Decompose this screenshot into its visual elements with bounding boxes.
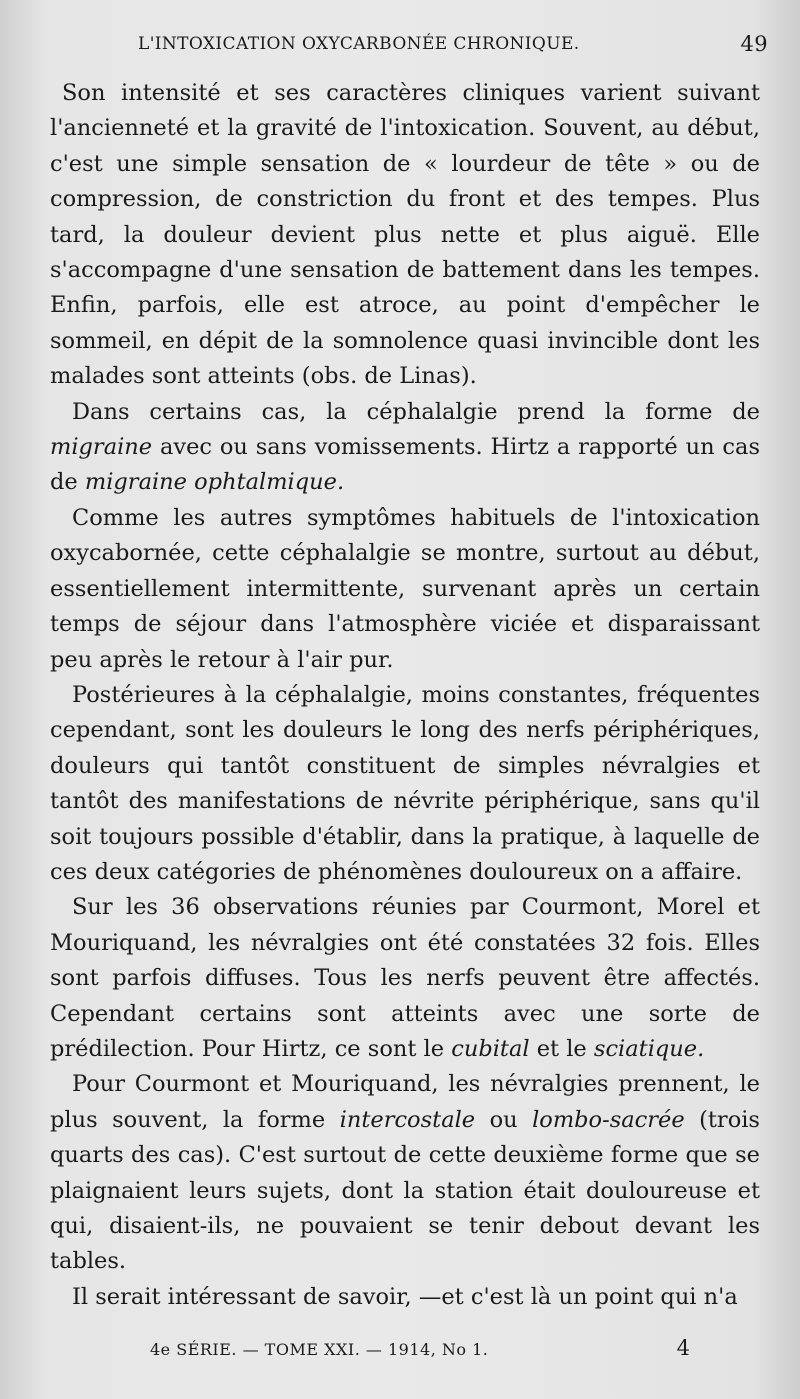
italic-term: lombo-sacrée: [532, 1106, 685, 1133]
text-run: ou: [475, 1106, 533, 1133]
page-number: 49: [740, 32, 768, 56]
text-run: Comme les autres symptômes habituels de l'intoxication oxycabornée, cette céphalalgie se montre, surtout au début, essentiellement intermittente, survenant après un certain temps de séjour dans l'atmosphère viciée et disparaissant peu après le retour à l'air pur.: [50, 504, 760, 673]
paragraph: [50, 890, 760, 1067]
text-run: Son intensité et ses caractères cliniques varient suivant l'ancienneté et la gravité de l'intoxication. Souvent, au début, c'est une simple sensation de « lourdeur de tête » ou de compression, de constriction du front et des tempes. Plus tard, la douleur devient plus nette et plus aiguë. Elle s'accompagne d'une sensation de battement dans les tempes. Enfin, parfois, elle est atroce, au point d'empêcher le sommeil, en dépit de la somnolence quasi invincible dont les malades sont atteints (obs. de Linas).: [50, 80, 760, 390]
italic-term: cubital: [451, 1035, 530, 1062]
body-text: [50, 76, 760, 1315]
text-run: (trois quarts des cas). C'est surtout de cette deuxième forme que se plaignaient leurs sujets, dont la station était douloureuse et qui, disaient-ils, ne pouvaient se tenir debout devant les tables.: [50, 1106, 760, 1275]
signature-mark: 4: [676, 1336, 690, 1360]
running-head: [138, 34, 768, 64]
paragraph: [50, 678, 760, 890]
text-run: et le: [529, 1035, 594, 1062]
paragraph: [50, 1067, 760, 1279]
text-run: Sur les 36 observations réunies par Courmont, Morel et Mouriquand, les névralgies ont été constatées 32 fois. Elles sont parfois diffuses. Tous les nerfs peuvent être affectés. Cependant certains sont atteints avec une sorte de prédilection. Pour Hirtz, ce sont le: [50, 894, 760, 1062]
text-run: Pour Courmont et Mouriquand, les névralgies prennent, le plus souvent, la forme: [50, 1071, 760, 1133]
italic-term: intercostale: [339, 1106, 476, 1133]
text-run: Dans certains cas, la céphalalgie prend la forme de: [72, 398, 760, 425]
page-footer: [150, 1338, 690, 1368]
running-title: L'INTOXICATION OXYCARBONÉE CHRONIQUE.: [138, 34, 580, 54]
series-line: 4e SÉRIE. — TOME XXI. — 1914, No 1.: [150, 1340, 489, 1359]
paragraph: [50, 501, 760, 678]
paragraph: [50, 1280, 760, 1315]
paragraph: [50, 395, 760, 501]
italic-term: migraine ophtalmique.: [84, 469, 345, 496]
text-run: Il serait intéressant de savoir, —et c'est là un point qui n'a: [72, 1283, 738, 1310]
text-run: Postérieures à la céphalalgie, moins constantes, fréquentes cependant, sont les douleurs le long des nerfs périphériques, douleurs qui tantôt constituent de simples névralgies et tantôt des manifestations de névrite périphérique, sans qu'il soit toujours possible d'établir, dans la pratique, à laquelle de ces deux catégories de phénomènes douloureux on a affaire.: [50, 681, 760, 885]
paragraph: [50, 76, 760, 395]
text-run: avec ou sans vomissements. Hirtz a rapporté un cas de: [50, 434, 760, 496]
italic-term: migraine: [50, 434, 153, 461]
italic-term: sciatique.: [593, 1035, 705, 1062]
